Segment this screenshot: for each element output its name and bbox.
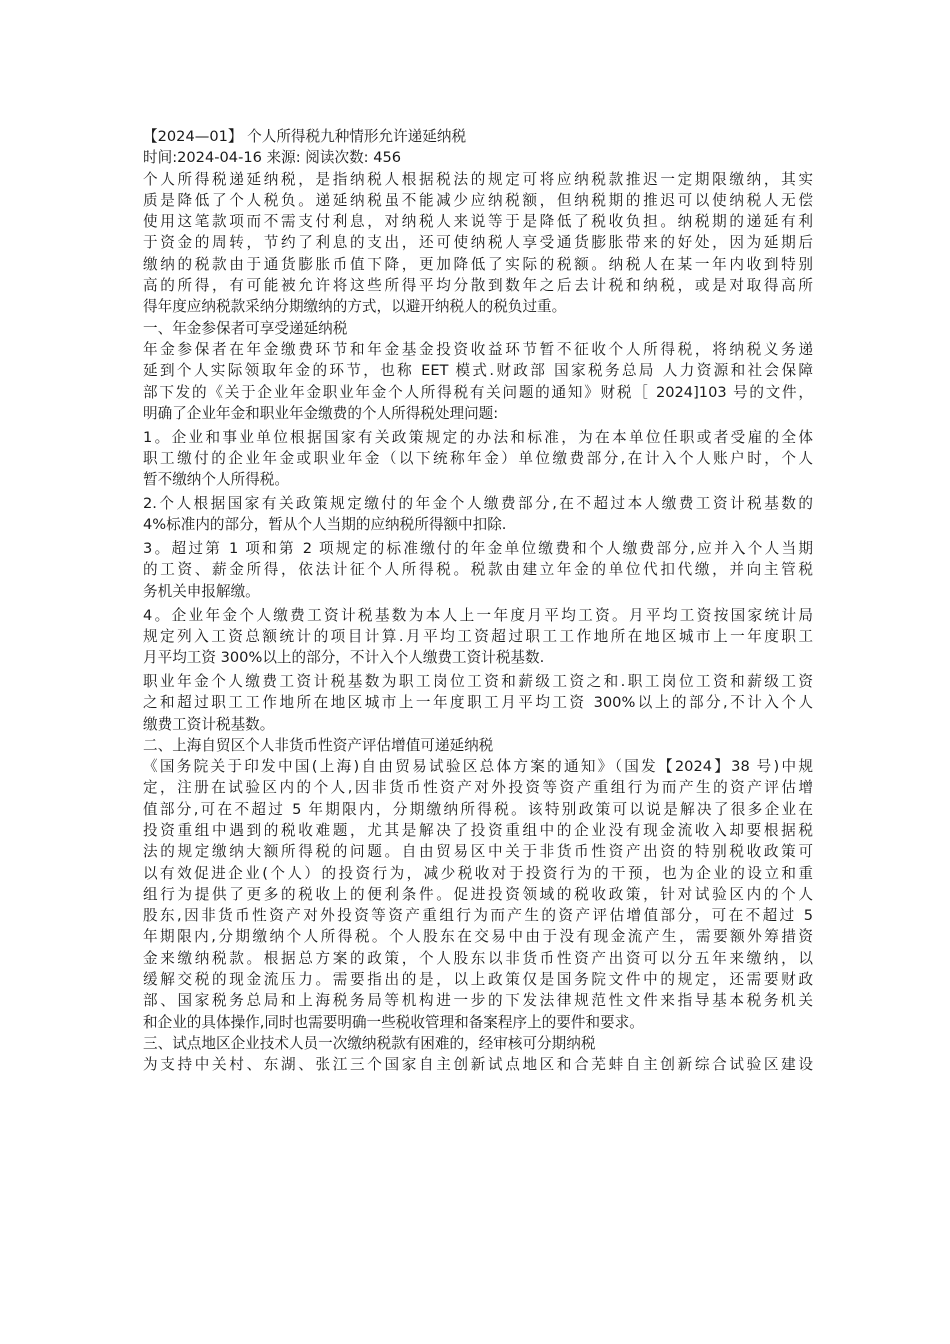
article-meta: 时间:2024-04-16 来源: 阅读次数: 456: [143, 149, 402, 167]
section1-note: [143, 671, 813, 735]
text-line: 个人所得税递延纳税，是指纳税人根据税法的规定可将应纳税款推迟一定期限缴纳，其实: [143, 170, 813, 188]
list-item-4: [143, 605, 813, 669]
intro-paragraph: [143, 169, 813, 318]
section-heading-2: 二、上海自贸区个人非货币性资产评估增值可递延纳税: [143, 736, 494, 754]
text-line: 务机关申报解缴。: [143, 582, 260, 600]
text-line: 职业年金个人缴费工资计税基数为职工岗位工资和薪级工资之和.职工岗位工资和薪级工资: [143, 672, 813, 690]
text-line: 部下发的《关于企业年金职业年金个人所得税有关问题的通知》财税［ 2024]103 号的文件，: [143, 383, 813, 401]
text-line: 延到个人实际领取年金的环节，也称 EET 模式.财政部 国家税务总局 人力资源和社会保障: [143, 362, 813, 380]
list-item-1: [143, 427, 813, 491]
text-line: 股东,因非货币性资产对外投资等资产重组行为而产生的资产评估增值部分，可在不超过 5: [143, 907, 813, 925]
text-line: 4%标准内的部分，暂从个人当期的应纳税所得额中扣除.: [143, 516, 507, 534]
text-line: 2.个人根据国家有关政策规定缴付的年金个人缴费部分,在不超过本人缴费工资计税基数的: [143, 495, 813, 513]
text-line: 1。企业和事业单位根据国家有关政策规定的办法和标准，为在本单位任职或者受雇的全体: [143, 428, 813, 446]
text-line: 和企业的具体操作,同时也需要明确一些税收管理和备案程序上的要件和要求。: [143, 1013, 644, 1031]
text-line: 值部分,可在不超过 5 年期限内，分期缴纳所得税。该特别政策可以说是解决了很多企业在: [143, 800, 813, 818]
text-line: 部、国家税务总局和上海税务局等机构进一步的下发法律规范性文件来指导基本税务机关: [143, 992, 813, 1010]
text-line: 年金参保者在年金缴费环节和年金基金投资收益环节暂不征收个人所得税，将纳税义务递: [143, 340, 813, 358]
text-line: 高的所得，有可能被允许将这些所得平均分散到数年之后去计税和纳税，或是对取得高所: [143, 277, 813, 295]
text-line: 《国务院关于印发中国(上海)自由贸易试验区总体方案的通知》（国发【2024】38 号)中规: [143, 758, 813, 776]
text-line: 缴纳的税款由于通货膨胀币值下降，更加降低了实际的税额。纳税人在某一年内收到特别: [143, 255, 813, 273]
text-line: 月平均工资 300%以上的部分，不计入个人缴费工资计税基数.: [143, 649, 545, 667]
text-line: 4。企业年金个人缴费工资计税基数为本人上一年度月平均工资。月平均工资按国家统计局: [143, 606, 813, 624]
text-line: 组行为提供了更多的税收上的便利条件。促进投资领域的税收政策，针对试验区内的个人: [143, 885, 813, 903]
text-line: 质是降低了个人税负。递延纳税虽不能减少应纳税额，但纳税期的推迟可以使纳税人无偿: [143, 191, 813, 209]
text-line: 投资重组中遇到的税收难题，尤其是解决了投资重组中的企业没有现金流收入却要根据税: [143, 822, 813, 839]
text-line: 缓解交税的现金流压力。需要指出的是，以上政策仅是国务院文件中的规定，还需要财政: [143, 971, 813, 989]
text-line: 暂不缴纳个人所得税。: [143, 471, 289, 489]
text-line: 的工资、薪金所得，依法计征个人所得税。税款由建立年金的单位代扣代缴，并向主管税: [143, 561, 813, 579]
text-line: 使用这笔款项而不需支付利息，对纳税人来说等于是降低了税收负担。纳税期的递延有利: [143, 213, 813, 231]
text-line: 定，注册在试验区内的个人,因非货币性资产对外投资等资产重组行为而产生的资产评估增: [143, 779, 813, 797]
list-item-2: [143, 493, 813, 536]
section3-body: [143, 1054, 813, 1075]
text-line: 于资金的周转，节约了利息的支出，还可使纳税人享受通货膨胀带来的好处，因为延期后: [143, 234, 813, 252]
text-line: 为支持中关村、东湖、张江三个国家自主创新试点地区和合芜蚌自主创新综合试验区建设: [143, 1056, 813, 1074]
section-heading-3: 三、试点地区企业技术人员一次缴纳税款有困难的，经审核可分期纳税: [143, 1034, 596, 1052]
article-title: 【2024—01】 个人所得税九种情形允许递延纳税: [143, 128, 467, 145]
text-line: 得年度应纳税款采纳分期缴纳的方式，以避开纳税人的税负过重。: [143, 298, 567, 316]
text-line: 明确了企业年金和职业年金缴费的个人所得税处理问题:: [143, 404, 499, 422]
text-line: 缴费工资计税基数。: [143, 715, 275, 733]
text-line: 年期限内,分期缴纳个人所得税。个人股东在交易中由于没有现金流产生，需要额外筹措资: [143, 928, 813, 946]
list-item-3: [143, 538, 813, 602]
article: [143, 126, 813, 1076]
text-line: 之和超过职工工作地所在地区城市上一年度职工月平均工资 300%以上的部分,不计入个人: [143, 694, 813, 712]
text-line: 以有效促进企业(个人）的投资行为，减少税收对于投资行为的干预，也为企业的设立和重: [143, 864, 813, 882]
text-line: 职工缴付的企业年金或职业年金（以下统称年金）单位缴费部分,在计入个人账户时，个人: [143, 449, 813, 467]
section2-body: [143, 756, 813, 1033]
section1-intro: [143, 339, 813, 424]
section-heading-1: 一、年金参保者可享受递延纳税: [143, 319, 348, 337]
text-line: 3。超过第 1 项和第 2 项规定的标准缴付的年金单位缴费和个人缴费部分,应并入个人当期: [143, 540, 813, 558]
text-line: 金来缴纳税款。根据总方案的政策，个人股东以非货币性资产出资可以分五年来缴纳，以: [143, 949, 813, 967]
text-line: 规定列入工资总额统计的项目计算.月平均工资超过职工工作地所在地区城市上一年度职工: [143, 627, 813, 645]
text-line: 法的规定缴纳大额所得税的问题。自由贸易区中关于非货币性资产出资的特别税收政策可: [143, 843, 813, 861]
